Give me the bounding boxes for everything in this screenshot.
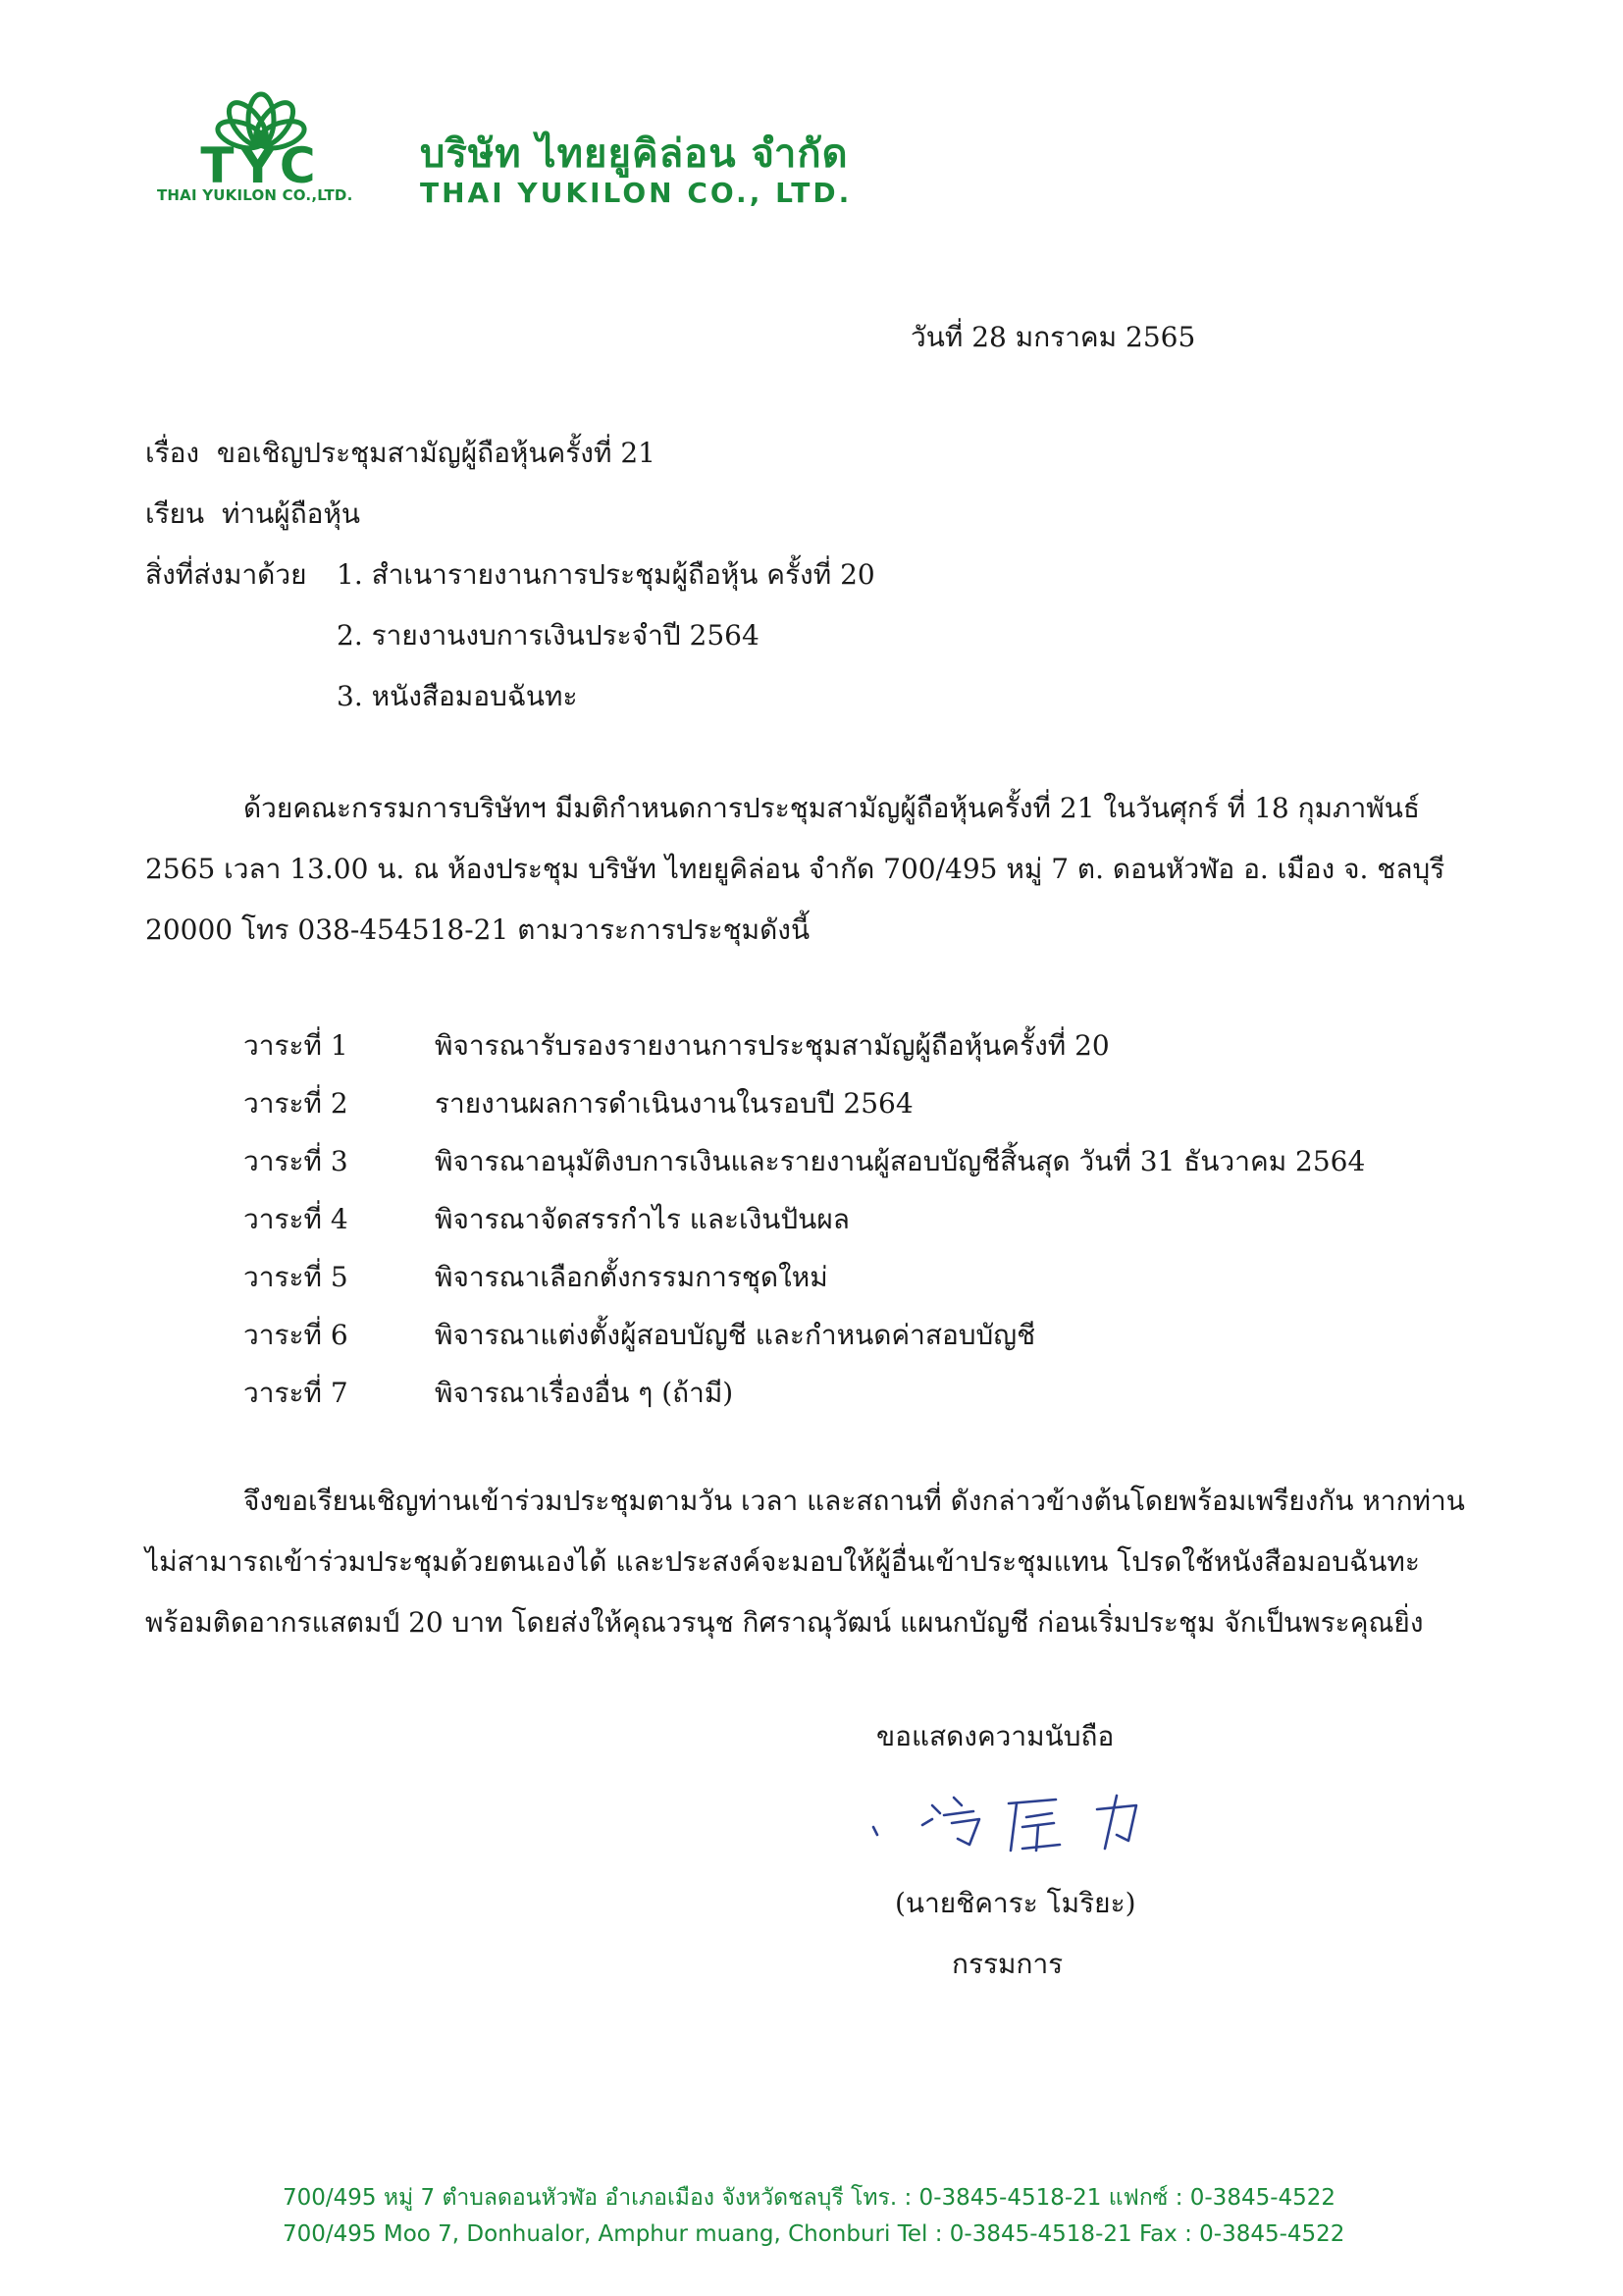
agenda-item	[243, 1198, 850, 1241]
company-logo	[147, 80, 375, 210]
letter-date: วันที่ 28 มกราคม 2565	[911, 321, 1196, 353]
agenda-text: พิจารณาแต่งตั้งผู้สอบบัญชี และกำหนดค่าสอบบัญชี	[435, 1319, 1036, 1351]
signatory-title: กรรมการ	[952, 1948, 1064, 1980]
recipient-label: เรียน	[145, 497, 205, 530]
enclosure-item: 1. สำเนารายงานการประชุมผู้ถือหุ้น ครั้งที่ 20	[337, 558, 875, 591]
agenda-number: วาระที่ 3	[243, 1145, 348, 1177]
signatory-name: (นายชิคาระ โมริยะ)	[895, 1887, 1136, 1919]
agenda-text: พิจารณาเลือกตั้งกรรมการชุดใหม่	[435, 1261, 828, 1293]
agenda-text: พิจารณาเรื่องอื่น ๆ (ถ้ามี)	[435, 1377, 734, 1409]
agenda-item	[243, 1024, 1110, 1068]
agenda-number: วาระที่ 4	[243, 1203, 348, 1235]
agenda-number: วาระที่ 1	[243, 1029, 348, 1062]
complimentary-close: ขอแสดงความนับถือ	[876, 1720, 1115, 1752]
recipient-line	[145, 496, 360, 532]
closing-paragraph-line: ไม่สามารถเข้าร่วมประชุมด้วยตนเองได้ และประสงค์จะมอบให้ผู้อื่นเข้าประชุมแทน โปรดใช้หนังสือมอบฉันทะ	[145, 1545, 1420, 1578]
agenda-text: พิจารณาอนุมัติงบการเงินและรายงานผู้สอบบัญชีสิ้นสุด วันที่ 31 ธันวาคม 2564	[435, 1145, 1366, 1177]
lotus-logo-icon	[147, 80, 375, 188]
agenda-item	[243, 1082, 914, 1125]
agenda-item	[243, 1256, 828, 1299]
agenda-text: พิจารณารับรองรายงานการประชุมสามัญผู้ถือหุ้นครั้งที่ 20	[435, 1029, 1110, 1062]
agenda-item	[243, 1372, 733, 1415]
agenda-item	[243, 1140, 1365, 1183]
enclosure-item: 3. หนังสือมอบฉันทะ	[337, 680, 578, 712]
agenda-number: วาระที่ 6	[243, 1319, 348, 1351]
enclosure-item: 2. รายงานงบการเงินประจำปี 2564	[337, 619, 759, 652]
intro-paragraph-line: ด้วยคณะกรรมการบริษัทฯ มีมติกำหนดการประชุมสามัญผู้ถือหุ้นครั้งที่ 21 ในวันศุกร์ ที่ 18 กุมภาพันธ์	[243, 792, 1420, 824]
agenda-text: รายงานผลการดำเนินงานในรอบปี 2564	[435, 1087, 914, 1120]
company-name-english: THAI YUKILON CO., LTD.	[420, 177, 853, 209]
footer-address-english: 700/495 Moo 7, Donhualor, Amphur muang, Chonburi Tel : 0-3845-4518-21 Fax : 0-3845-4522	[283, 2221, 1345, 2247]
company-name-thai: บริษัท ไทยยูคิล่อน จำกัด	[420, 131, 849, 177]
agenda-number: วาระที่ 7	[243, 1377, 348, 1409]
agenda-number: วาระที่ 2	[243, 1087, 348, 1120]
intro-paragraph-line: 2565 เวลา 13.00 น. ณ ห้องประชุม บริษัท ไทยยูคิล่อน จำกัด 700/495 หมู่ 7 ต. ดอนหัวฬ่อ อ. เมือง จ. ชลบุรี	[145, 853, 1445, 885]
handwritten-signature	[864, 1776, 1168, 1864]
intro-paragraph-line: 20000 โทร 038-454518-21 ตามวาระการประชุมดังนี้	[145, 913, 811, 946]
closing-paragraph-line: พร้อมติดอากรแสตมป์ 20 บาท โดยส่งให้คุณวรนุช กิศราณุวัฒน์ แผนกบัญชี ก่อนเริ่มประชุม จักเป็นพระคุณยิ่ง	[145, 1606, 1424, 1639]
agenda-text: พิจารณาจัดสรรกำไร และเงินปันผล	[435, 1203, 850, 1235]
footer-address-thai: 700/495 หมู่ 7 ตำบลดอนหัวฬ่อ อำเภอเมือง จังหวัดชลบุรี โทร. : 0-3845-4518-21 แฟกซ์ : 0-3845-4522	[283, 2185, 1336, 2211]
closing-paragraph-line: จึงขอเรียนเชิญท่านเข้าร่วมประชุมตามวัน เวลา และสถานที่ ดังกล่าวข้างต้นโดยพร้อมเพรียงกัน หากท่าน	[243, 1485, 1465, 1517]
subject-text: ขอเชิญประชุมสามัญผู้ถือหุ้นครั้งที่ 21	[216, 437, 655, 469]
logo-initials: TYC	[200, 137, 322, 188]
recipient-text: ท่านผู้ถือหุ้น	[221, 497, 361, 530]
logo-subtitle: THAI YUKILON CO.,LTD.	[157, 186, 353, 204]
agenda-item	[243, 1314, 1035, 1357]
enclosures-label: สิ่งที่ส่งมาด้วย	[145, 558, 307, 591]
subject-label: เรื่อง	[145, 437, 200, 469]
agenda-number: วาระที่ 5	[243, 1261, 348, 1293]
subject-line	[145, 436, 655, 471]
